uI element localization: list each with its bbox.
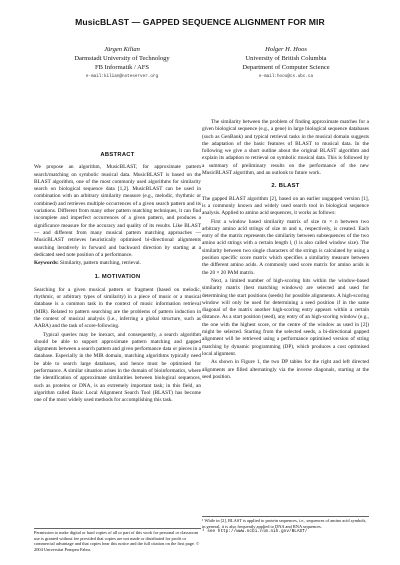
left-column xyxy=(34,152,201,406)
author-name: Holger H. Hoos xyxy=(265,46,307,53)
author-block-2 xyxy=(201,45,371,81)
author-name: Jürgen Kilian xyxy=(104,46,140,53)
paragraph: Typical queries may be inexact, and consequently, a search algorithm should be able to support approximate pattern matching and gapped alignments between a search pattern and given performance data or pieces in a database. Especially in the MIR domain, matching algorithms typically need be able to search large databases, and hence must be optimised for performance. A similar situation arises in the domain of bioinformatics, where the identification of approximate similarities between biological sequences, such as proteins or DNA, is an extremely important task; in this field, an algorithm called Basic Local Alignment Search Tool (BLAST) has become one of the most widely used methods for accomplishing this task. xyxy=(34,331,201,404)
copyright-footnote: Permission to make digital or hard copies of all or part of this work for personal or classroom use is granted without fee provided that copies are not made or distributed for profit or commercial advantage and that copies bear this notice and the full citation on the first page. © 2004 Universitat Pompeu Fabra. xyxy=(34,530,200,552)
paragraph: Searching for a given musical pattern or fragment (based on melodic, rhythmic, or arbitrary types of similarity) in a piece of music or a musical database is a common task in the context of music information retrieval (MIR). Related to pattern searching are the problems of pattern induction in the context of musical analysis (i.e., inferring a global structure, such as AABA) and the task of score-following. xyxy=(34,286,201,330)
section-heading-blast: 2. BLAST xyxy=(271,183,300,190)
author-department: FB Informatik / AFS xyxy=(95,64,149,71)
right-column xyxy=(202,119,369,382)
footnotes xyxy=(202,516,369,535)
keywords-label: Keywords: xyxy=(34,260,59,267)
abstract-text: We propose an algorithm, MusicBLAST, for approximate pattern search/matching on symbolic musical data. MusicBLAST is based on the BLAST algorithm, one of the most commonly used algorithms for similarity search on biological sequence data [1,2]. MusicBLAST can be used in combination with an arbitrary similarity measure (e.g., melodic, rhythmic or combined) and retrieves multiple occurrences of a given search pattern and its variations. Different from many other pattern matching techniques, it can find incomplete and imperfect occurrences of a given pattern, and produces a significance measure for the accuracy and quality of its results. Like BLAST — and different from many musical pattern matching approaches — MusicBLAST retrieves heuristically optimised bi-directional alignments searching iteratively in forward and backward direction by starting at a dedicated seed note position of a performance. xyxy=(34,164,201,258)
footnote-link[interactable]: ² see http://www.ncbi.nlm.nih.gov/BLAST/ xyxy=(202,529,308,535)
paragraph: The gapped BLAST algorithm [2], based on an earlier ungapped version [1], is a commonly known and widely used search tool in biological sequence analysis. Applied to amino acid sequences, it works as follows: xyxy=(202,195,369,217)
keywords-text: Similarity, pattern matching, retrieval. xyxy=(60,260,141,267)
author-block-1 xyxy=(37,45,207,81)
section-heading-motivation: 1. MOTIVATION xyxy=(94,274,141,281)
paragraph: First a window based similarity matrix of size m × n between two arbitrary amino acid strings of size m and n, respectively, is created. Each entry of the matrix represents the similarity between subsequences of the two amino acid strings with a certain length l, (l is also called window size). The similarity between two single characters of the strings is calculated by using a position specific score matrix which specifies a similarity measure between the different amino acids. A commonly used score matrix for amino acids is the 20 × 20 PAM matrix. xyxy=(202,218,369,276)
paragraph: Next, a limited number of high-scoring hits within the window-based similarity matrix (best matching windows) are selected and used for determining the start positions (seeds) for possible alignments. A high-scoring window will only be used for determining a seed position if in the same diagonal of the matrix another high-scoring entry appears within a certain distance. As a start position (seed), any entry of an high-scoring window (e.g., the one with the highest score, or the centre of the window as used in [2]) might be selected. Starting from the selected seeds, a bi-directional gapped alignment will be retrieved using a performance optimised version of string matching by dynamic programming (DP), which produces a cost optimised local alignment. xyxy=(202,277,369,357)
author-affiliation: Darmstadt University of Technology xyxy=(74,55,170,62)
paragraph: The similarity between the problem of finding approximate matches for a given biological sequence (e.g., a gene) in large biological sequence databases (such as GenBank) and typical retrieval tasks in the musical domain suggests the adaptation of the basic features of BLAST to musical data. In the following we give a short outline about the original BLAST algorithm and explain its adaption to retrieval on symbolic musical data. This is followed by a summary of preliminary results on the performance of the new MusicBLAST algorithm, and an outlook to future work. xyxy=(202,119,369,177)
author-email: e-mail:kilian@noteserver.org xyxy=(85,74,159,79)
author-department: Department of Computer Science xyxy=(242,64,330,71)
paragraph: As shown in Figure 1, the two DP tables for the right and left directed alignments are filled alternatingly via the inverse diagonals, starting at the seed position. xyxy=(202,359,369,380)
abstract-heading: ABSTRACT xyxy=(100,152,135,158)
paper-title: MusicBLAST — GAPPED SEQUENCE ALIGNMENT FOR MIR xyxy=(75,17,325,27)
footnote: ¹ While in [2], BLAST is applied to protein sequences, i.e., sequences of amino acid symbols, in general, it is also frequently applied to DNA and RNA sequences. xyxy=(202,518,367,529)
keywords xyxy=(34,260,201,267)
author-affiliation: University of British Columbia xyxy=(245,55,327,62)
author-email: e-mail:hoos@cs.ubc.ca xyxy=(258,74,314,79)
